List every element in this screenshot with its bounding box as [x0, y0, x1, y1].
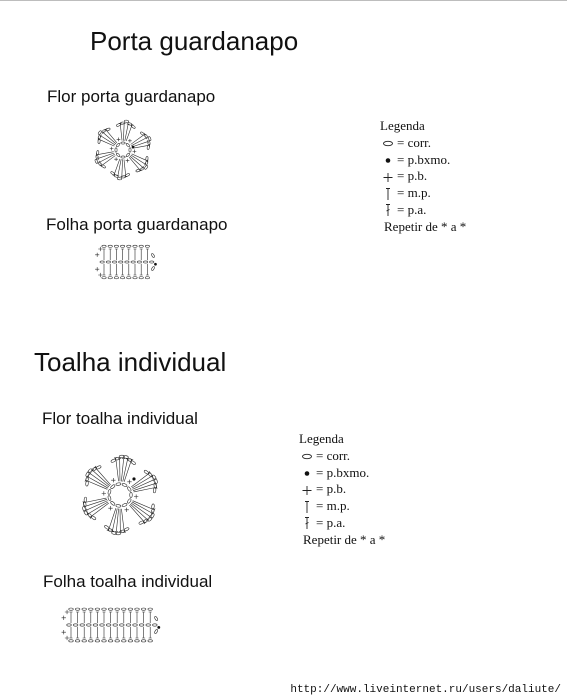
- tall-stitch-mark: [132, 478, 154, 489]
- chain-stitch-mark: [138, 520, 144, 524]
- legend-title: Legenda: [299, 431, 344, 446]
- tall-stitch-mark: [86, 501, 108, 512]
- legend-row-sc: [299, 481, 385, 498]
- chain-stitch-mark: [117, 177, 122, 180]
- tall-stitch-mark: [127, 249, 130, 260]
- dot-icon: [299, 466, 315, 480]
- chain-stitch-mark: [133, 245, 137, 247]
- chain-stitch-mark: [125, 261, 129, 263]
- chain-stitch-mark: [122, 503, 128, 507]
- chain-stitch-mark: [131, 460, 137, 465]
- chain-stitch-mark: [146, 624, 151, 626]
- single-crochet-mark: [95, 267, 99, 271]
- legend-porta: [380, 118, 466, 236]
- single-crochet-mark: [125, 508, 129, 512]
- tall-stitch-mark: [76, 627, 79, 638]
- chain-stitch-mark: [114, 245, 118, 247]
- tall-stitch-mark: [109, 264, 112, 275]
- tall-stitch-mark: [89, 612, 92, 623]
- tall-stitch-mark: [115, 249, 118, 260]
- chain-stitch-mark: [100, 624, 105, 626]
- slip-stitch-mark: [132, 146, 135, 149]
- chain-stitch-mark: [102, 608, 107, 610]
- chain-stitch-mark: [146, 156, 149, 161]
- tall-stitch-mark: [142, 627, 145, 638]
- chain-stitch-mark: [82, 640, 87, 642]
- flower-chart-porta: [83, 112, 163, 188]
- legend-text-chain: = corr.: [397, 134, 432, 150]
- tall-stitch-mark: [135, 612, 138, 623]
- chain-stitch-mark: [108, 489, 112, 495]
- legend-text-hdc: = m.p.: [316, 498, 350, 514]
- legend-text-slip: = p.bxmo.: [397, 151, 451, 167]
- chain-stitch-mark: [82, 608, 87, 610]
- footer-url: http://www.liveinternet.ru/users/daliute/: [290, 684, 561, 696]
- chain-stitch-mark: [108, 277, 112, 279]
- tall-stitch-mark: [122, 627, 125, 638]
- chain-stitch-mark: [108, 245, 112, 247]
- single-crochet-mark: [95, 253, 99, 257]
- chain-stitch-mark: [119, 261, 123, 263]
- chain-stitch-mark: [128, 608, 133, 610]
- chain-stitch-mark: [127, 277, 131, 279]
- tall-stitch-mark: [114, 458, 119, 482]
- tall-stitch-mark: [100, 156, 115, 167]
- tall-stitch-mark: [76, 612, 79, 623]
- chain-stitch-mark: [154, 616, 158, 621]
- chain-stitch-mark: [108, 608, 113, 610]
- tall-stitch-mark: [118, 458, 121, 481]
- chain-stitch-mark: [133, 624, 138, 626]
- tall-stitch-mark: [102, 612, 105, 623]
- tall-stitch-mark: [129, 612, 132, 623]
- chain-stitch-mark: [80, 624, 85, 626]
- chain-stitch-mark: [130, 492, 133, 497]
- tall-stitch-mark: [142, 612, 145, 623]
- legend-text-hdc: = m.p.: [397, 185, 431, 201]
- chain-stitch-mark: [124, 120, 129, 123]
- slip-stitch-mark: [132, 477, 135, 480]
- tall-stitch-mark: [107, 508, 116, 531]
- legend-repeat: Repetir de * a *: [303, 531, 386, 547]
- chain-stitch-mark: [140, 167, 145, 171]
- chain-stitch-mark: [126, 143, 131, 148]
- chain-stitch-mark: [102, 245, 106, 247]
- chain-stitch-mark: [133, 277, 137, 279]
- tall-stitch-mark: [89, 627, 92, 638]
- tall-stitch-mark: [135, 627, 138, 638]
- tall-stitch-mark: [103, 264, 106, 275]
- single-crochet-mark: [111, 478, 115, 482]
- chain-stitch-mark: [108, 640, 113, 642]
- flower-chart-toalha: [64, 445, 174, 545]
- tall-stitch-mark: [124, 459, 133, 482]
- legend-row-hdc: [380, 185, 466, 202]
- chain-stitch-mark: [135, 608, 140, 610]
- flower-label-porta: Flor porta guardanapo: [47, 87, 216, 106]
- chain-stitch-mark: [141, 608, 146, 610]
- chain-stitch-mark: [122, 640, 127, 642]
- chain-stitch-mark: [87, 513, 92, 518]
- chain-stitch-mark: [69, 640, 74, 642]
- chain-stitch-mark: [86, 481, 89, 486]
- half-double-crochet-icon: [299, 500, 315, 514]
- legend-text-sc: = p.b.: [316, 481, 347, 497]
- chain-stitch-mark: [108, 495, 112, 501]
- chain-stitch-mark: [127, 245, 131, 247]
- chain-stitch-mark: [106, 261, 110, 263]
- chain-stitch-mark: [141, 640, 146, 642]
- chain-stitch-mark: [112, 261, 116, 263]
- tall-stitch-mark: [134, 264, 137, 275]
- chain-stitch-mark: [96, 150, 99, 155]
- tall-stitch-mark: [91, 469, 109, 486]
- tall-stitch-mark: [115, 264, 118, 275]
- chain-stitch-mark: [106, 624, 111, 626]
- chain-stitch-mark: [129, 148, 131, 152]
- chain-stitch-mark: [116, 153, 121, 158]
- double-crochet-icon: [299, 516, 315, 530]
- tall-stitch-mark: [121, 509, 126, 533]
- chain-stitch-mark: [121, 156, 125, 158]
- single-crochet-mark: [127, 480, 131, 484]
- slip-stitch-mark: [154, 263, 157, 266]
- chain-stitch-mark: [148, 136, 152, 141]
- chain-stitch-mark: [115, 640, 120, 642]
- chain-stitch-mark: [126, 153, 131, 158]
- chain-stitch-mark: [98, 162, 102, 167]
- tall-stitch-mark: [116, 612, 119, 623]
- legend-repeat: Repetir de * a *: [384, 218, 467, 234]
- single-crochet-mark: [134, 494, 138, 498]
- chain-stitch-mark: [87, 468, 92, 473]
- chain-stitch-mark: [95, 159, 99, 164]
- single-crochet-mark: [102, 491, 106, 495]
- chain-stitch-mark: [96, 465, 102, 469]
- tall-stitch-mark: [113, 159, 120, 176]
- chain-stitch-mark: [120, 245, 124, 247]
- chain-oval-icon: [299, 449, 315, 463]
- tall-stitch-mark: [102, 627, 105, 638]
- legend-text-dc: = p.a.: [316, 514, 346, 530]
- legend-text-slip: = p.bxmo.: [316, 464, 370, 480]
- dot-icon: [380, 153, 396, 167]
- slip-stitch-mark: [157, 626, 160, 629]
- single-crochet-mark: [65, 610, 69, 614]
- chain-stitch-mark: [115, 148, 117, 152]
- chain-stitch-mark: [75, 640, 80, 642]
- legend-toalha: [299, 431, 385, 549]
- leaf-chart-porta: [90, 238, 166, 286]
- chain-stitch-mark: [148, 141, 151, 146]
- tall-stitch-mark: [119, 509, 122, 532]
- legend-text-dc: = p.a.: [397, 201, 427, 217]
- chain-stitch-mark: [102, 277, 106, 279]
- chain-stitch-mark: [121, 142, 125, 144]
- chain-stitch-mark: [89, 608, 94, 610]
- chain-stitch-mark: [120, 624, 125, 626]
- chain-stitch-mark: [110, 171, 115, 175]
- plus-icon: [380, 170, 396, 184]
- tall-stitch-mark: [116, 627, 119, 638]
- chain-stitch-mark: [85, 471, 90, 477]
- tall-stitch-mark: [109, 249, 112, 260]
- single-crochet-mark: [98, 247, 102, 251]
- tall-stitch-mark: [129, 627, 132, 638]
- chain-stitch-mark: [150, 261, 154, 263]
- chain-stitch-mark: [151, 266, 155, 271]
- legend-row-hdc: [299, 498, 385, 515]
- chain-stitch-mark: [75, 608, 80, 610]
- chain-stitch-mark: [144, 165, 148, 170]
- tall-stitch-mark: [130, 504, 148, 521]
- chain-stitch-mark: [84, 497, 87, 502]
- chain-stitch-mark: [135, 640, 140, 642]
- chain-stitch-mark: [122, 483, 128, 487]
- chain-stitch-mark: [128, 640, 133, 642]
- legend-row-dc: [380, 202, 466, 219]
- chain-stitch-mark: [139, 245, 143, 247]
- chain-stitch-mark: [145, 277, 149, 279]
- tall-stitch-mark: [96, 612, 99, 623]
- chain-stitch-mark: [136, 169, 141, 173]
- chain-stitch-mark: [102, 640, 107, 642]
- legend-text-sc: = p.b.: [397, 168, 428, 184]
- single-crochet-mark: [62, 616, 66, 620]
- section-title-porta-guardanapo: Porta guardanapo: [90, 26, 299, 56]
- chain-stitch-mark: [96, 155, 99, 160]
- chain-stitch-mark: [69, 608, 74, 610]
- chain-oval-icon: [380, 136, 396, 150]
- chain-stitch-mark: [153, 624, 158, 626]
- chain-stitch-mark: [98, 139, 101, 144]
- tall-stitch-mark: [96, 627, 99, 638]
- leaf-label-porta: Folha porta guardanapo: [46, 215, 228, 234]
- single-crochet-mark: [108, 506, 112, 510]
- chain-stitch-mark: [89, 640, 94, 642]
- single-crochet-mark: [126, 159, 130, 163]
- chain-stitch-mark: [114, 277, 118, 279]
- legend-row-chain: [299, 448, 385, 465]
- tall-stitch-mark: [140, 264, 143, 275]
- chain-stitch-mark: [122, 608, 127, 610]
- legend-row-dc: [299, 515, 385, 532]
- chain-stitch-mark: [147, 516, 152, 521]
- tall-stitch-mark: [121, 264, 124, 275]
- chain-stitch-mark: [151, 504, 154, 509]
- chain-stitch-mark: [137, 261, 141, 263]
- chain-stitch-mark: [98, 130, 102, 135]
- single-crochet-mark: [117, 138, 121, 142]
- chain-stitch-mark: [150, 513, 155, 519]
- single-crochet-mark: [62, 630, 66, 634]
- chain-stitch-mark: [115, 608, 120, 610]
- tall-stitch-mark: [83, 627, 86, 638]
- tall-stitch-mark: [69, 612, 72, 623]
- plus-icon: [299, 483, 315, 497]
- chain-stitch-mark: [116, 483, 121, 486]
- top-border: [0, 0, 567, 1]
- chain-stitch-mark: [67, 624, 72, 626]
- chain-stitch-mark: [87, 624, 92, 626]
- legend-text-chain: = corr.: [316, 447, 351, 463]
- single-crochet-mark: [98, 273, 102, 277]
- tall-stitch-mark: [122, 612, 125, 623]
- chain-stitch-mark: [139, 624, 144, 626]
- chain-stitch-mark: [104, 525, 110, 530]
- chain-stitch-mark: [153, 488, 156, 493]
- chain-stitch-mark: [148, 640, 153, 642]
- tall-stitch-mark: [127, 264, 130, 275]
- tall-stitch-mark: [109, 612, 112, 623]
- chain-stitch-mark: [95, 608, 100, 610]
- chain-stitch-mark: [120, 277, 124, 279]
- chain-stitch-mark: [145, 245, 149, 247]
- tall-stitch-mark: [126, 124, 133, 141]
- single-crochet-mark: [65, 636, 69, 640]
- chain-stitch-mark: [93, 624, 98, 626]
- chain-stitch-mark: [110, 501, 115, 506]
- chain-stitch-mark: [100, 261, 104, 263]
- chain-stitch-mark: [127, 486, 132, 492]
- tall-stitch-mark: [103, 249, 106, 260]
- double-crochet-icon: [380, 203, 396, 217]
- tall-stitch-mark: [69, 627, 72, 638]
- chain-stitch-mark: [143, 261, 147, 263]
- chain-stitch-mark: [144, 134, 148, 139]
- tall-stitch-mark: [149, 627, 152, 638]
- chain-stitch-mark: [131, 125, 136, 129]
- leaf-label-toalha: Folha toalha individual: [43, 572, 213, 591]
- single-crochet-mark: [114, 157, 118, 161]
- chain-stitch-mark: [73, 624, 78, 626]
- chain-stitch-mark: [139, 277, 143, 279]
- chain-stitch-mark: [127, 498, 132, 504]
- legend-row-sc: [380, 168, 466, 185]
- chain-stitch-mark: [113, 624, 118, 626]
- flower-label-toalha: Flor toalha individual: [42, 409, 198, 428]
- half-double-crochet-icon: [380, 187, 396, 201]
- chain-stitch-mark: [145, 161, 149, 166]
- single-crochet-mark: [128, 139, 132, 143]
- legend-row-slip: [380, 152, 466, 169]
- leaf-chart-toalha: [57, 602, 169, 648]
- tall-stitch-mark: [121, 249, 124, 260]
- chain-stitch-mark: [154, 629, 158, 634]
- single-crochet-mark: [110, 147, 114, 151]
- tall-stitch-mark: [83, 612, 86, 623]
- legend-title: Legenda: [380, 118, 425, 133]
- tall-stitch-mark: [149, 612, 152, 623]
- chain-stitch-mark: [148, 472, 153, 477]
- chain-stitch-mark: [151, 253, 155, 258]
- tall-stitch-mark: [146, 264, 149, 275]
- tall-stitch-mark: [131, 133, 146, 144]
- section-title-toalha-individual: Toalha individual: [34, 347, 227, 377]
- tall-stitch-mark: [146, 249, 149, 260]
- chain-stitch-mark: [131, 261, 135, 263]
- chain-stitch-mark: [98, 135, 102, 140]
- chain-stitch-mark: [110, 484, 115, 489]
- chain-stitch-mark: [148, 608, 153, 610]
- single-crochet-mark: [133, 150, 137, 154]
- chain-stitch-mark: [116, 143, 121, 148]
- chain-stitch-mark: [102, 129, 107, 133]
- chain-stitch-mark: [116, 504, 121, 507]
- chain-stitch-mark: [147, 145, 150, 150]
- tall-stitch-mark: [140, 249, 143, 260]
- chain-stitch-mark: [95, 640, 100, 642]
- chain-stitch-mark: [126, 624, 131, 626]
- tall-stitch-mark: [109, 627, 112, 638]
- legend-row-slip: [299, 465, 385, 482]
- legend-row-chain: [380, 135, 466, 152]
- chain-stitch-mark: [106, 128, 111, 132]
- tall-stitch-mark: [134, 249, 137, 260]
